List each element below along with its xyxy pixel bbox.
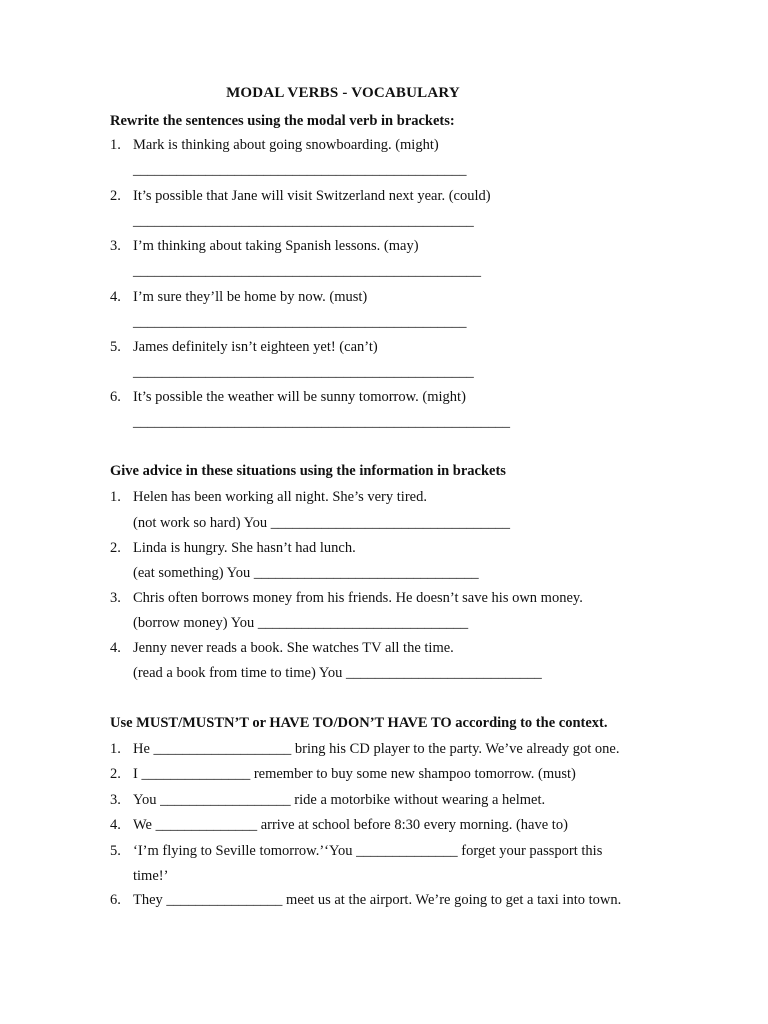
section1-heading: Rewrite the sentences using the modal verb in brackets: [110,113,455,129]
item-number: 2. [110,188,121,204]
answer-line: _______________________________________________ [133,213,474,229]
answer-line: (borrow money) You _____________________________ [133,615,469,631]
answer-line: ______________________________________________ [133,162,467,178]
item-number: 4. [110,289,121,305]
item-number: 1. [110,489,121,505]
item-text: Mark is thinking about going snowboarding. (might) [133,137,439,153]
item-text: We ______________ arrive at school before 8:30 every morning. (have to) [133,817,568,833]
item-text: I _______________ remember to buy some new shampoo tomorrow. (must) [133,766,576,782]
item-number: 4. [110,817,121,833]
item-text: Linda is hungry. She hasn’t had lunch. [133,540,356,556]
item-number: 2. [110,540,121,556]
item-text-continued: time!’ [133,868,169,884]
item-number: 3. [110,238,121,254]
item-number: 4. [110,640,121,656]
item-text: Helen has been working all night. She’s very tired. [133,489,427,505]
item-text: They ________________ meet us at the airport. We’re going to get a taxi into town. [133,892,622,908]
item-number: 1. [110,137,121,153]
item-text: Jenny never reads a book. She watches TV all the time. [133,640,454,656]
item-number: 3. [110,590,121,606]
item-number: 2. [110,766,121,782]
item-text: I’m thinking about taking Spanish lessons. (may) [133,238,419,254]
item-text: Chris often borrows money from his friends. He doesn’t save his own money. [133,590,583,606]
item-text: It’s possible the weather will be sunny tomorrow. (might) [133,389,466,405]
item-text: ‘I’m flying to Seville tomorrow.’‘You ______________ forget your passport this [133,843,603,859]
item-text: I’m sure they’ll be home by now. (must) [133,289,368,305]
answer-line: ____________________________________________________ [133,414,510,430]
item-number: 6. [110,389,121,405]
answer-line: _______________________________________________ [133,364,474,380]
item-text: He ___________________ bring his CD player to the party. We’ve already got one. [133,741,620,757]
item-text: You __________________ ride a motorbike without wearing a helmet. [133,792,546,808]
item-number: 3. [110,792,121,808]
item-number: 5. [110,339,121,355]
item-number: 6. [110,892,121,908]
item-text: James definitely isn’t eighteen yet! (can’t) [133,339,378,355]
answer-line: (read a book from time to time) You ___________________________ [133,665,542,681]
item-text: It’s possible that Jane will visit Switzerland next year. (could) [133,188,491,204]
item-number: 1. [110,741,121,757]
item-number: 5. [110,843,121,859]
answer-line: (not work so hard) You _________________________________ [133,515,510,531]
page-title: MODAL VERBS - VOCABULARY [226,85,460,101]
answer-line: ______________________________________________ [133,314,467,330]
answer-line: (eat something) You _______________________________ [133,565,479,581]
answer-line: ________________________________________________ [133,263,481,279]
section2-heading: Give advice in these situations using the information in brackets [110,463,506,479]
section3-heading: Use MUST/MUSTN’T or HAVE TO/DON’T HAVE TO according to the context. [110,715,608,731]
